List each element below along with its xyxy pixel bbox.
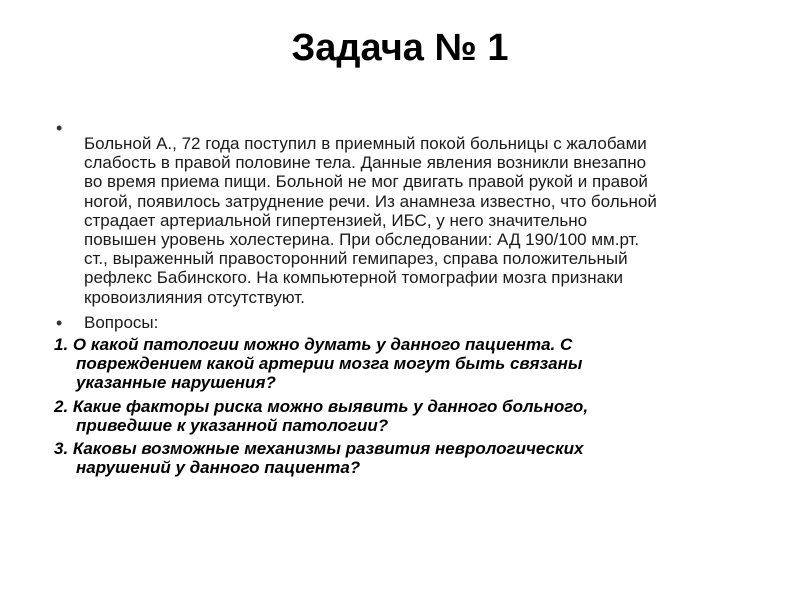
- case-line: кровоизлияния отсутствуют.: [84, 287, 305, 307]
- question-line: повреждением какой артерии мозга могут быть связаны: [76, 354, 583, 373]
- question-line: нарушений у данного пациента?: [76, 458, 361, 477]
- questions-heading: Вопросы:: [84, 313, 159, 332]
- slide-title: Задача № 1: [291, 27, 509, 69]
- case-line: во время приема пищи. Больной не мог двигать правой рукой и правой: [84, 172, 648, 192]
- question-line: 1. О какой патологии можно думать у данного пациента. С: [54, 335, 573, 354]
- question-line: приведшие к указанной патологии?: [76, 416, 389, 435]
- case-line: слабость в правой половине тела. Данные явления возникли внезапно: [84, 153, 647, 173]
- case-line: страдает артериальной гипертензией, ИБС, у него значительно: [84, 210, 588, 230]
- question-1: [54, 335, 582, 392]
- case-line: ногой, появилось затруднение речи. Из анамнеза известно, что больной: [84, 191, 657, 211]
- question-line: 3. Каковы возможные механизмы развития неврологических: [54, 439, 584, 458]
- question-3: [54, 439, 583, 477]
- question-2: [54, 397, 588, 435]
- question-line: 2. Какие факторы риска можно выявить у данного больного,: [54, 397, 589, 416]
- case-line: ст., выраженный правосторонний гемипарез, справа положительный: [84, 249, 628, 269]
- case-line: рефлекс Бабинского. На компьютерной томографии мозга признаки: [84, 268, 624, 288]
- case-line: Больной А., 72 года поступил в приемный покой больницы с жалобами: [84, 134, 647, 153]
- case-description: [84, 134, 784, 307]
- case-bullet: •: [56, 118, 63, 138]
- questions-bullet: •: [56, 313, 63, 333]
- question-line: указанные нарушения?: [76, 373, 276, 392]
- case-line: повышен уровень холестерина. При обследовании: АД 190/100 мм.рт.: [84, 230, 640, 250]
